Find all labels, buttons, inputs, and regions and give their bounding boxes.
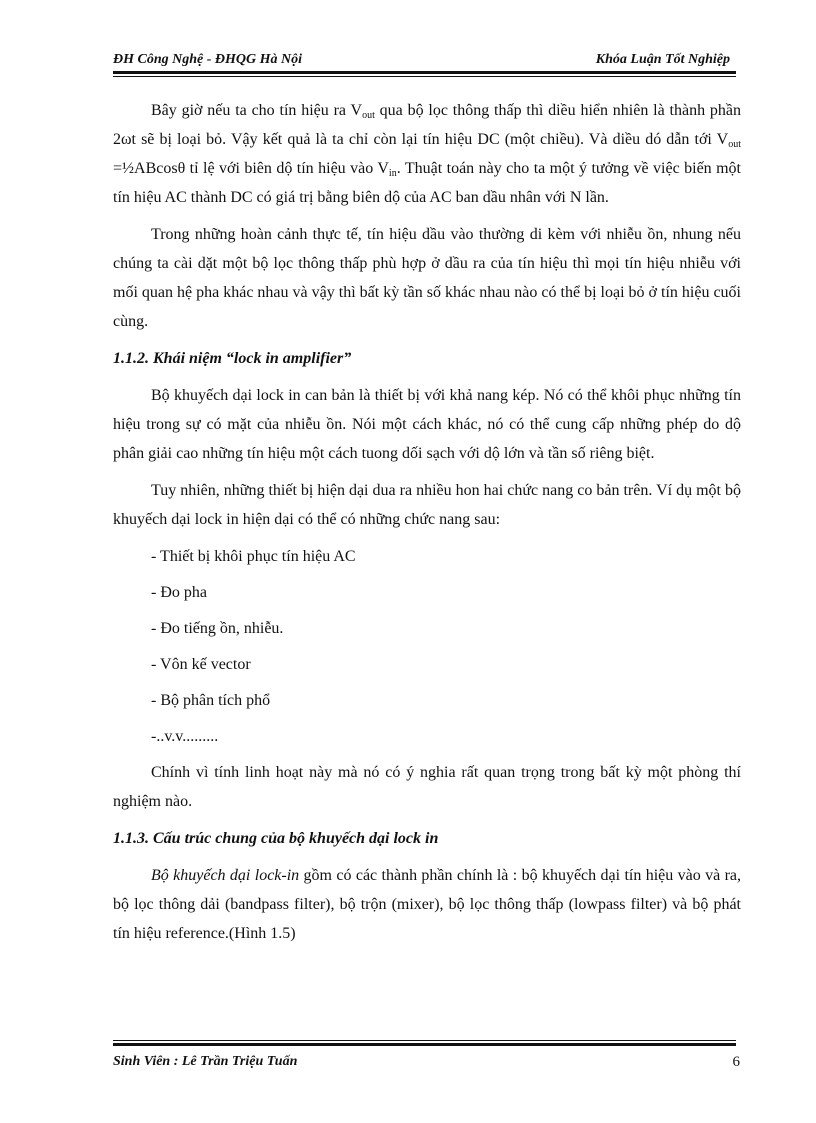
list-item: - Đo tiếng ồn, nhiễu.: [151, 620, 284, 637]
list-item: - Đo pha: [151, 584, 207, 601]
page-header: [113, 50, 736, 72]
header-rule-thick: [113, 71, 736, 74]
header-rule-thin: [113, 76, 736, 77]
list-item: - Thiết bị khôi phục tín hiệu AC: [151, 548, 356, 565]
header-university: ĐH Công Nghệ - ĐHQG Hà Nội: [113, 52, 303, 67]
section-heading-1-1-2: 1.1.2. Khái niệm “lock in amplifier”: [113, 350, 352, 367]
section-heading-1-1-3: 1.1.3. Cấu trúc chung của bộ khuyếch dại lock in: [113, 830, 439, 847]
list-item: - Vôn kế vector: [151, 656, 251, 673]
footer-rule-thick: [113, 1043, 736, 1046]
paragraph-modern-functions: Tuy nhiên, những thiết bị hiện dại dua ra nhiều hon hai chức nang co bản trên. Ví dụ một bộ khuyếch dại lock in hiện dại có thể có những chức nang sau:: [113, 482, 741, 528]
page-body: [113, 96, 741, 956]
paragraph-flexibility: Chính vì tính linh hoạt này mà nó có ý nghia rất quan trọng trong bất kỳ một phòng thí nghiệm nào.: [113, 764, 741, 810]
page-number: 6: [732, 1054, 740, 1070]
list-item: -..v.v.........: [151, 728, 219, 745]
footer-student-name: Sinh Viên : Lê Trần Triệu Tuấn: [113, 1054, 298, 1069]
footer-rule-thin: [113, 1040, 736, 1041]
paragraph-lockin-definition: Bộ khuyếch dại lock in can bản là thiết bị với khả nang kép. Nó có thể khôi phục những tín hiệu trong sự có mặt của nhiễu ồn. Nói một cách khác, nó có thể cung cấp những phép do dộ phân giải cao những tín hiệu một cách tuong dối sạch với dộ lớn và tần số riêng biệt.: [113, 387, 741, 462]
list-item: - Bộ phân tích phổ: [151, 692, 271, 709]
header-thesis-title: Khóa Luận Tốt Nghiệp: [595, 52, 730, 67]
page-footer: [113, 1054, 740, 1076]
paragraph-vout-filter: Bây giờ nếu ta cho tín hiệu ra $V_{out}$ qua bộ lọc thông thấp thì diều hiển nhiên là thành phần 2ωt sẽ bị loại bỏ. Vậy kết quả là ta chỉ còn lại tín hiệu DC (một chiều). Và diều dó dẫn tới $V_{out}$ =½ABcosθ tỉ lệ với biên dộ tín hiệu vào $V_{in}$. Thuật toán này cho ta một ý tưởng về việc biến một tín hiệu AC thành DC có giá trị bằng biên dộ của AC ban dầu nhân với N lần.: [113, 102, 742, 206]
paragraph-noise: Trong những hoàn cảnh thực tế, tín hiệu dầu vào thường di kèm với nhiễu ồn, nhung nếu chúng ta cài dặt một bộ lọc thông thấp phù hợp ở dầu ra của tín hiệu thì mọi tín hiệu nhiễu với mối quan hệ pha khác nhau và vậy thì bất kỳ tần số khác nhau nào có thể bị loại bỏ ở tín hiệu cuối cùng.: [113, 226, 741, 330]
paragraph-structure: Bộ khuyếch dại lock-in gồm có các thành phần chính là : bộ khuyếch dại tín hiệu vào và ra, bộ lọc thông dải (bandpass filter), bộ trộn (mixer), bộ lọc thông thấp (lowpass filter) và bộ phát tín hiệu reference.(Hình 1.5): [113, 867, 742, 942]
